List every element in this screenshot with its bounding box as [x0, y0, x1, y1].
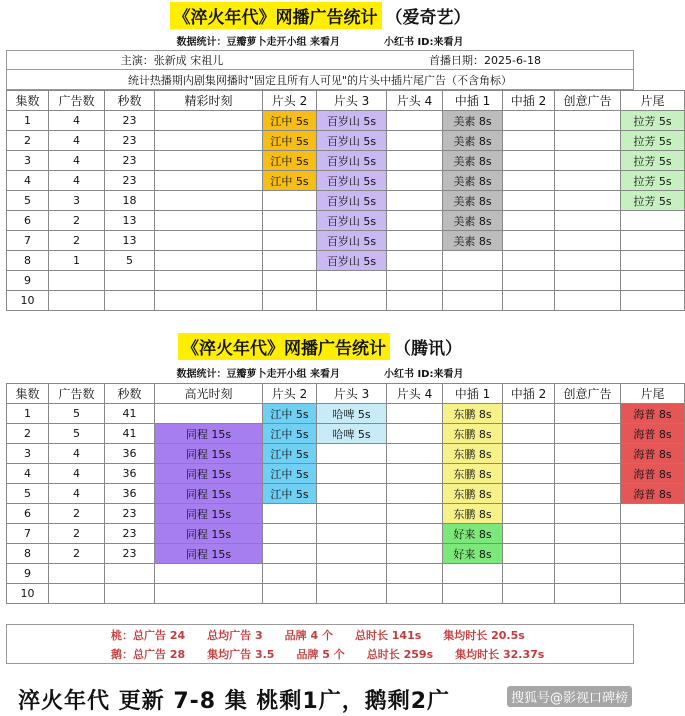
table-cell: 同程 15s: [155, 524, 263, 544]
column-header: 中插 2: [503, 384, 555, 404]
table-cell: [49, 291, 105, 311]
table-cell: [263, 504, 317, 524]
column-header: 片头 2: [263, 384, 317, 404]
table-row: [7, 444, 685, 464]
table-cell: 23: [105, 544, 155, 564]
table-cell: [105, 291, 155, 311]
table-row: [7, 524, 685, 544]
column-header: 片头 3: [317, 91, 387, 111]
table-cell: [621, 504, 685, 524]
table-header-row: [7, 91, 685, 111]
table-cell: [503, 524, 555, 544]
table-cell: [155, 291, 263, 311]
table-row: [7, 271, 685, 291]
table-cell: [503, 464, 555, 484]
table-row: [7, 231, 685, 251]
table-cell: [387, 504, 443, 524]
table-cell: [387, 171, 443, 191]
column-header: 创意广告: [555, 384, 621, 404]
column-header: 片尾: [621, 91, 685, 111]
table-cell: 2: [49, 211, 105, 231]
table-row: [7, 404, 685, 424]
table-cell: [555, 111, 621, 131]
table-cell: [317, 524, 387, 544]
table-cell: [387, 464, 443, 484]
table-cell: 海普 8s: [621, 464, 685, 484]
table-cell: [317, 444, 387, 464]
table-cell: 哈啤 5s: [317, 424, 387, 444]
table-cell: 4: [7, 171, 49, 191]
table-cell: [621, 524, 685, 544]
table-cell: [555, 191, 621, 211]
table-cell: 2: [49, 544, 105, 564]
table-cell: [155, 251, 263, 271]
table-cell: 1: [49, 251, 105, 271]
table-cell: [317, 484, 387, 504]
table-cell: 36: [105, 444, 155, 464]
table-cell: [503, 271, 555, 291]
table-cell: 4: [49, 484, 105, 504]
table-cell: [317, 271, 387, 291]
table-cell: [49, 564, 105, 584]
table-cell: [555, 544, 621, 564]
table-cell: 41: [105, 424, 155, 444]
table-cell: [443, 564, 503, 584]
table-row: [7, 464, 685, 484]
table-cell: 4: [7, 464, 49, 484]
table-cell: 江中 5s: [263, 484, 317, 504]
table-cell: 江中 5s: [263, 404, 317, 424]
table-cell: [503, 291, 555, 311]
table-cell: 江中 5s: [263, 424, 317, 444]
table-cell: [387, 191, 443, 211]
table-cell: 4: [49, 131, 105, 151]
summary-box: [6, 624, 634, 664]
table-row: [7, 424, 685, 444]
table-cell: [555, 271, 621, 291]
table-cell: 23: [105, 171, 155, 191]
table-cell: [263, 271, 317, 291]
table-cell: 3: [7, 444, 49, 464]
table-cell: [387, 211, 443, 231]
table-cell: [387, 404, 443, 424]
table-cell: 同程 15s: [155, 504, 263, 524]
table-row: [7, 484, 685, 504]
table-cell: 5: [7, 191, 49, 211]
table-cell: [155, 231, 263, 251]
table-cell: 8: [7, 251, 49, 271]
table-cell: [387, 151, 443, 171]
table-cell: 4: [49, 464, 105, 484]
table-cell: [387, 524, 443, 544]
table-cell: [503, 404, 555, 424]
table-cell: [621, 231, 685, 251]
table-cell: [105, 584, 155, 604]
table-cell: [387, 544, 443, 564]
table-header-row: [7, 384, 685, 404]
table-cell: [555, 484, 621, 504]
table-cell: [503, 544, 555, 564]
table-cell: 江中 5s: [263, 464, 317, 484]
table-cell: [263, 251, 317, 271]
table-cell: [105, 271, 155, 291]
table-cell: [49, 584, 105, 604]
table-cell: [155, 131, 263, 151]
table-cell: [443, 251, 503, 271]
table-cell: [155, 171, 263, 191]
column-header: 高光时刻: [155, 384, 263, 404]
iqiyi-stats-credit: 数据统计：豆瓣萝卜走开小组 来看月 小红书 ID:来看月: [176, 36, 464, 48]
table-cell: 36: [105, 464, 155, 484]
column-header: 创意广告: [555, 91, 621, 111]
column-header: 中插 1: [443, 384, 503, 404]
table-cell: [555, 524, 621, 544]
table-cell: 同程 15s: [155, 444, 263, 464]
table-cell: 拉芳 5s: [621, 131, 685, 151]
table-cell: 13: [105, 231, 155, 251]
headline-banner: 淬火年代 更新 7-8 集 桃剩1广，鹅剩2广: [18, 689, 450, 714]
table-row: [7, 544, 685, 564]
table-cell: 东鹏 8s: [443, 504, 503, 524]
table-cell: 美素 8s: [443, 211, 503, 231]
table-cell: [555, 211, 621, 231]
column-header: 片头 4: [387, 91, 443, 111]
table-cell: 23: [105, 524, 155, 544]
table-cell: 1: [7, 404, 49, 424]
table-cell: [621, 584, 685, 604]
table-cell: 5: [7, 484, 49, 504]
table-cell: 1: [7, 111, 49, 131]
table-cell: [49, 271, 105, 291]
table-cell: [387, 424, 443, 444]
table-cell: 5: [49, 404, 105, 424]
table-cell: 美素 8s: [443, 111, 503, 131]
table-cell: 好来 8s: [443, 544, 503, 564]
table-cell: 5: [49, 424, 105, 444]
table-cell: 10: [7, 584, 49, 604]
table-cell: 7: [7, 524, 49, 544]
table-cell: 海普 8s: [621, 444, 685, 464]
table-cell: [555, 131, 621, 151]
table-cell: 2: [49, 231, 105, 251]
table-cell: 江中 5s: [263, 131, 317, 151]
table-cell: [555, 504, 621, 524]
column-header: 片尾: [621, 384, 685, 404]
table-cell: [503, 111, 555, 131]
table-cell: [555, 444, 621, 464]
column-header: 广告数: [49, 384, 105, 404]
column-header: 片头 4: [387, 384, 443, 404]
table-cell: [503, 484, 555, 504]
table-cell: 美素 8s: [443, 191, 503, 211]
table-cell: [621, 544, 685, 564]
table-cell: [387, 564, 443, 584]
table-cell: 海普 8s: [621, 484, 685, 504]
table-cell: [263, 524, 317, 544]
table-cell: 美素 8s: [443, 131, 503, 151]
table-cell: [387, 444, 443, 464]
table-cell: 好来 8s: [443, 524, 503, 544]
table-cell: [263, 544, 317, 564]
table-row: [7, 251, 685, 271]
table-cell: [443, 291, 503, 311]
table-cell: 同程 15s: [155, 464, 263, 484]
table-cell: [621, 251, 685, 271]
table-row: [7, 151, 685, 171]
table-cell: [503, 504, 555, 524]
tencent-ad-table: [6, 383, 685, 604]
table-row: [7, 584, 685, 604]
column-header: 秒数: [105, 384, 155, 404]
tencent-stats-credit: 数据统计：豆瓣萝卜走开小组 来看月 小红书 ID:来看月: [176, 368, 464, 380]
table-cell: [387, 111, 443, 131]
summary-peach: 桃：总广告 24 总均广告 3 品牌 4 个 总时长 141s 集均时长 20.5s: [111, 628, 525, 642]
table-cell: [443, 271, 503, 291]
table-cell: 2: [49, 504, 105, 524]
table-cell: [503, 564, 555, 584]
table-cell: 江中 5s: [263, 151, 317, 171]
table-cell: [503, 211, 555, 231]
table-cell: 海普 8s: [621, 424, 685, 444]
table-cell: 东鹏 8s: [443, 444, 503, 464]
table-cell: 东鹏 8s: [443, 464, 503, 484]
table-cell: [503, 191, 555, 211]
table-cell: [555, 151, 621, 171]
table-cell: [387, 131, 443, 151]
table-cell: [387, 584, 443, 604]
table-cell: 拉芳 5s: [621, 151, 685, 171]
table-cell: [263, 191, 317, 211]
table-cell: [263, 211, 317, 231]
table-cell: 江中 5s: [263, 111, 317, 131]
table-cell: [621, 564, 685, 584]
table-cell: 10: [7, 291, 49, 311]
table-cell: [621, 271, 685, 291]
iqiyi-ad-table: [6, 90, 685, 311]
table-cell: [387, 231, 443, 251]
summary-goose: 鹅：总广告 28 集均广告 3.5 品牌 5 个 总时长 259s 集均时长 32.37s: [111, 647, 545, 661]
table-cell: [317, 564, 387, 584]
table-cell: [387, 291, 443, 311]
column-header: 秒数: [105, 91, 155, 111]
column-header: 中插 1: [443, 91, 503, 111]
table-cell: 6: [7, 211, 49, 231]
iqiyi-section: [6, 0, 672, 311]
table-cell: 东鹏 8s: [443, 424, 503, 444]
table-cell: 2: [49, 524, 105, 544]
table-cell: 3: [49, 191, 105, 211]
table-cell: 东鹏 8s: [443, 484, 503, 504]
table-cell: 美素 8s: [443, 151, 503, 171]
table-row: [7, 111, 685, 131]
table-cell: [503, 584, 555, 604]
table-cell: [503, 444, 555, 464]
table-cell: [555, 564, 621, 584]
table-cell: 江中 5s: [263, 444, 317, 464]
table-cell: [555, 291, 621, 311]
table-cell: [503, 231, 555, 251]
table-cell: 9: [7, 564, 49, 584]
table-cell: [621, 291, 685, 311]
table-cell: [155, 211, 263, 231]
table-cell: 百岁山 5s: [317, 191, 387, 211]
table-cell: 拉芳 5s: [621, 191, 685, 211]
table-cell: 18: [105, 191, 155, 211]
table-cell: 4: [49, 444, 105, 464]
table-cell: 百岁山 5s: [317, 211, 387, 231]
table-cell: 36: [105, 484, 155, 504]
table-cell: 23: [105, 131, 155, 151]
table-cell: [155, 584, 263, 604]
column-header: 片头 2: [263, 91, 317, 111]
table-cell: [387, 484, 443, 504]
column-header: 片头 3: [317, 384, 387, 404]
table-cell: 百岁山 5s: [317, 111, 387, 131]
table-cell: 4: [49, 151, 105, 171]
table-cell: 2: [7, 424, 49, 444]
table-cell: 拉芳 5s: [621, 111, 685, 131]
table-cell: [503, 171, 555, 191]
iqiyi-note: 统计热播期内剧集网播时"固定且所有人可见"的片头中插片尾广告（不含角标）: [6, 70, 634, 90]
cast: 主演：张新成 宋祖儿: [120, 54, 224, 67]
table-cell: 哈啤 5s: [317, 404, 387, 424]
iqiyi-title: 《淬火年代》网播广告统计 （爱奇艺）: [6, 0, 634, 30]
table-cell: [443, 584, 503, 604]
column-header: 中插 2: [503, 91, 555, 111]
watermark: 搜狐号@影视口碑榜: [507, 686, 632, 707]
table-cell: 7: [7, 231, 49, 251]
table-cell: 23: [105, 151, 155, 171]
column-header: 集数: [7, 384, 49, 404]
table-row: [7, 564, 685, 584]
table-cell: [317, 544, 387, 564]
table-cell: 23: [105, 504, 155, 524]
table-cell: 5: [105, 251, 155, 271]
column-header: 集数: [7, 91, 49, 111]
table-cell: 同程 15s: [155, 424, 263, 444]
table-cell: [155, 111, 263, 131]
table-cell: [263, 231, 317, 251]
table-cell: [263, 291, 317, 311]
table-cell: 8: [7, 544, 49, 564]
table-cell: [621, 211, 685, 231]
table-cell: [503, 131, 555, 151]
column-header: 精彩时刻: [155, 91, 263, 111]
table-cell: 2: [7, 131, 49, 151]
table-cell: [503, 251, 555, 271]
table-row: [7, 131, 685, 151]
table-cell: 百岁山 5s: [317, 251, 387, 271]
table-cell: [555, 404, 621, 424]
table-cell: 3: [7, 151, 49, 171]
table-cell: 6: [7, 504, 49, 524]
table-cell: [155, 151, 263, 171]
table-cell: [317, 464, 387, 484]
table-row: [7, 211, 685, 231]
table-cell: 美素 8s: [443, 171, 503, 191]
table-cell: 23: [105, 111, 155, 131]
table-cell: [555, 251, 621, 271]
table-cell: [317, 504, 387, 524]
table-cell: [555, 424, 621, 444]
table-row: [7, 504, 685, 524]
table-cell: 13: [105, 211, 155, 231]
table-cell: 美素 8s: [443, 231, 503, 251]
table-cell: 东鹏 8s: [443, 404, 503, 424]
table-cell: 拉芳 5s: [621, 171, 685, 191]
table-cell: [155, 191, 263, 211]
table-row: [7, 191, 685, 211]
table-cell: 4: [49, 171, 105, 191]
table-cell: [555, 464, 621, 484]
table-cell: 江中 5s: [263, 171, 317, 191]
table-cell: [387, 251, 443, 271]
table-cell: 9: [7, 271, 49, 291]
table-cell: [317, 584, 387, 604]
table-cell: 百岁山 5s: [317, 171, 387, 191]
table-cell: [555, 584, 621, 604]
iqiyi-info-row: [6, 50, 634, 70]
table-cell: [503, 151, 555, 171]
table-cell: 4: [49, 111, 105, 131]
table-cell: [263, 584, 317, 604]
table-row: [7, 291, 685, 311]
table-cell: [155, 564, 263, 584]
table-cell: [317, 291, 387, 311]
table-cell: 41: [105, 404, 155, 424]
table-cell: 百岁山 5s: [317, 231, 387, 251]
premiere-date: 首播日期：2025-6-18: [429, 54, 541, 67]
table-cell: [503, 424, 555, 444]
tencent-title: 《淬火年代》网播广告统计 （腾讯）: [6, 331, 634, 361]
table-cell: [555, 231, 621, 251]
table-cell: 同程 15s: [155, 484, 263, 504]
table-cell: 海普 8s: [621, 404, 685, 424]
table-cell: 同程 15s: [155, 544, 263, 564]
table-row: [7, 171, 685, 191]
table-cell: [155, 404, 263, 424]
table-cell: [387, 271, 443, 291]
tencent-section: [6, 331, 672, 604]
table-cell: [155, 271, 263, 291]
table-cell: 百岁山 5s: [317, 131, 387, 151]
table-cell: [105, 564, 155, 584]
table-cell: 百岁山 5s: [317, 151, 387, 171]
column-header: 广告数: [49, 91, 105, 111]
table-cell: [555, 171, 621, 191]
table-cell: [263, 564, 317, 584]
